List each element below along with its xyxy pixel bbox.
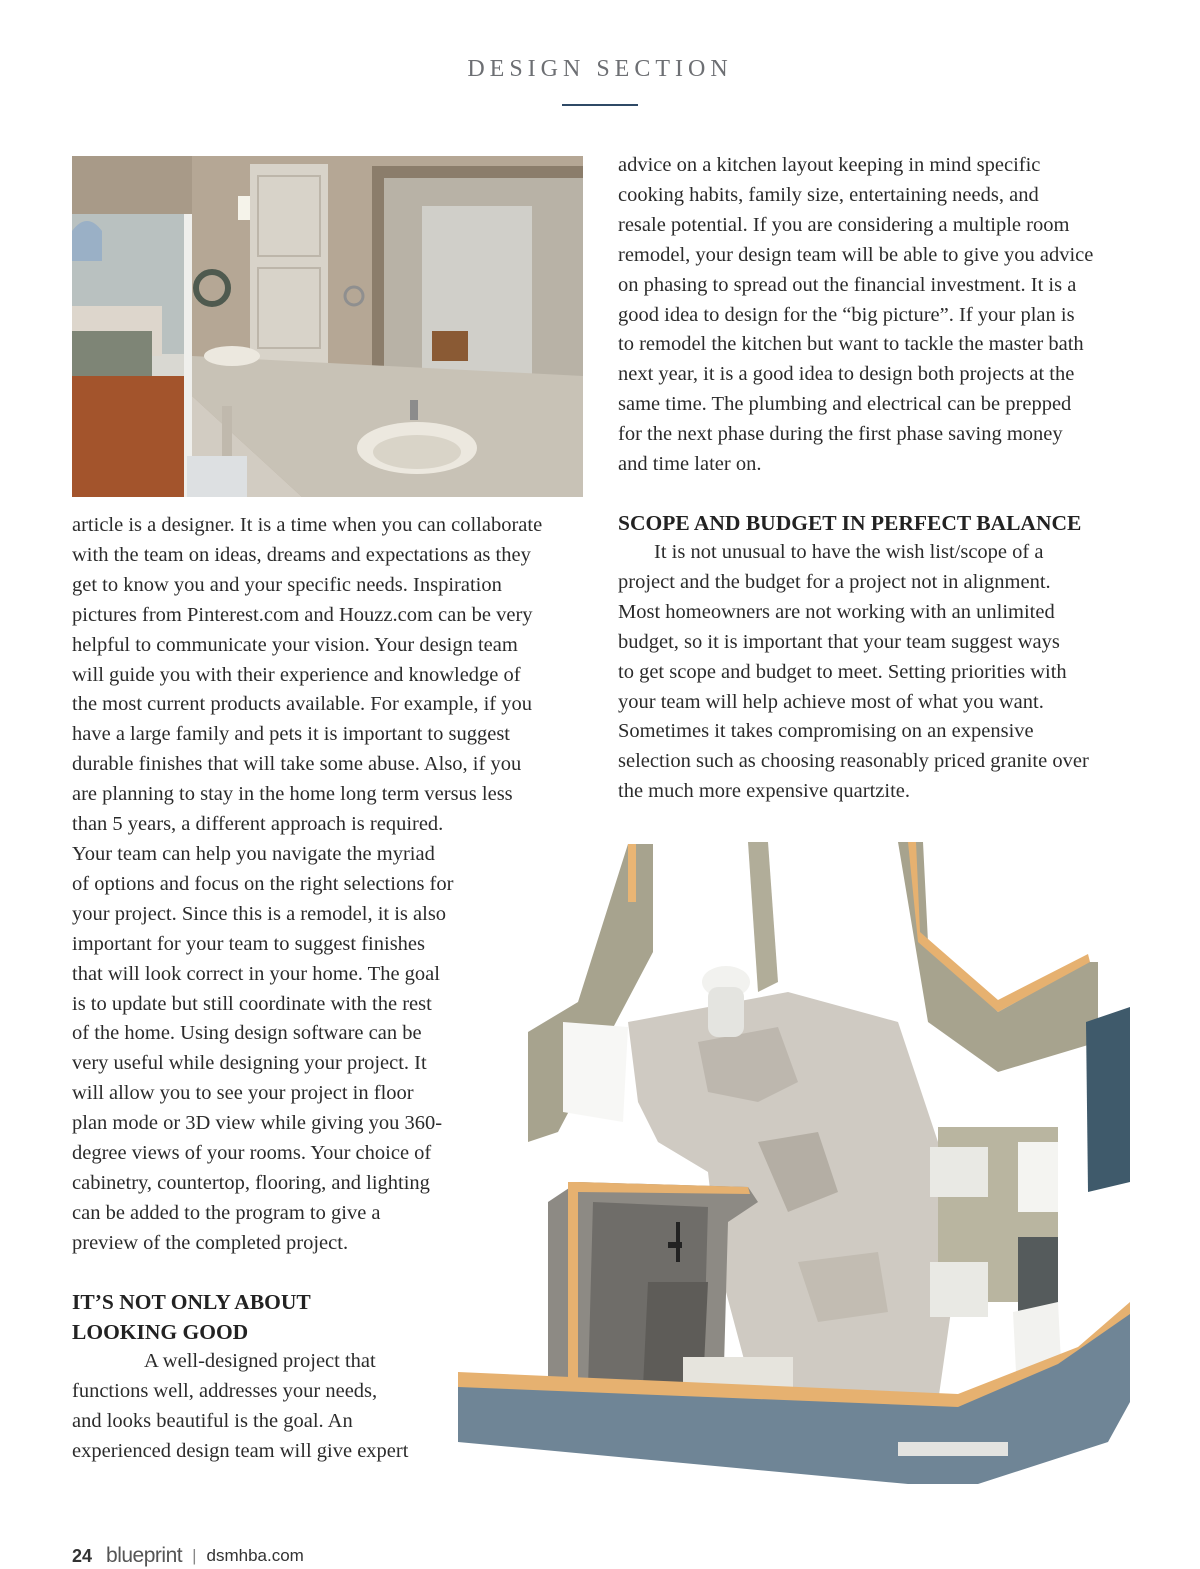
- text-line: preview of the completed project.: [72, 1231, 349, 1254]
- text-line: important for your team to suggest finishes: [72, 932, 425, 955]
- text-line: on phasing to spread out the financial investment. It is a: [618, 273, 1077, 296]
- text-line: to get scope and budget to meet. Setting priorities with: [618, 660, 1067, 683]
- section-heading: SCOPE AND BUDGET IN PERFECT BALANCE: [618, 511, 1082, 535]
- section-title: DESIGN SECTION: [467, 56, 733, 82]
- text-line: Most homeowners are not working with an unlimited: [618, 600, 1055, 623]
- section-looking-good: [72, 1287, 472, 1467]
- blueprint-logo: blueprint: [106, 1544, 183, 1567]
- text-line: cooking habits, family size, entertaining needs, and: [618, 183, 1039, 206]
- text-line: durable finishes that will take some abuse. Also, if you: [72, 753, 522, 776]
- text-line: remodel, your design team will be able to give you advice: [618, 243, 1094, 266]
- text-line: than 5 years, a different approach is required.: [72, 813, 444, 836]
- text-line: next year, it is a good idea to design both projects at the: [618, 363, 1075, 386]
- text-line: resale potential. If you are considering a multiple room: [618, 213, 1070, 236]
- text-line: and looks beautiful is the goal. An: [72, 1409, 353, 1432]
- text-line: cabinetry, countertop, flooring, and lighting: [72, 1171, 430, 1194]
- text-line: A well-designed project that: [144, 1350, 376, 1372]
- page-footer: [72, 1543, 304, 1569]
- page-number: 24: [72, 1545, 93, 1566]
- text-line: and time later on.: [618, 453, 762, 476]
- website-link[interactable]: dsmhba.com: [206, 1546, 304, 1565]
- text-line: get to know you and your specific needs. Inspiration: [72, 573, 502, 596]
- text-line: the much more expensive quartzite.: [618, 780, 911, 803]
- text-line: same time. The plumbing and electrical can be prepped: [618, 393, 1072, 416]
- text-line: have a large family and pets it is important to suggest: [72, 723, 510, 746]
- bathroom-photo: [72, 156, 583, 497]
- text-line: It is not unusual to have the wish list/scope of a: [654, 541, 1044, 563]
- text-line: plan mode or 3D view while giving you 360-: [72, 1112, 443, 1135]
- text-line: Your team can help you navigate the myriad: [72, 843, 435, 865]
- text-line: pictures from Pinterest.com and Houzz.com can be very: [72, 603, 533, 626]
- text-line: selection such as choosing reasonably priced granite over: [618, 750, 1089, 773]
- text-line: Sometimes it takes compromising on an expensive: [618, 720, 1034, 743]
- article-paragraph-collaborate: [72, 511, 592, 840]
- text-line: your project. Since this is a remodel, it is also: [72, 902, 447, 925]
- text-line: your team will help achieve most of what you want.: [618, 690, 1044, 713]
- article-paragraph-big-picture: [618, 151, 1138, 480]
- header-rule: [562, 104, 638, 106]
- text-line: to remodel the kitchen but want to tackle the master bath: [618, 333, 1084, 356]
- text-line: project and the budget for a project not in alignment.: [618, 570, 1051, 593]
- text-line: are planning to stay in the home long term versus less: [72, 783, 513, 806]
- text-line: will guide you with their experience and knowledge of: [72, 663, 521, 686]
- text-line: can be added to the program to give a: [72, 1201, 381, 1224]
- text-line: that will look correct in your home. The goal: [72, 962, 440, 985]
- section-scope-budget: [618, 508, 1138, 807]
- text-line: will allow you to see your project in floor: [72, 1082, 414, 1105]
- text-line: for the next phase during the first phase saving money: [618, 423, 1063, 446]
- text-line: of options and focus on the right selections for: [72, 872, 454, 895]
- text-line: good idea to design for the “big picture”. If your plan is: [618, 303, 1075, 326]
- text-line: helpful to communicate your vision. Your design team: [72, 633, 518, 656]
- text-line: is to update but still coordinate with the rest: [72, 992, 432, 1015]
- text-line: with the team on ideas, dreams and expectations as they: [72, 543, 531, 566]
- section-heading: IT’S NOT ONLY ABOUT LOOKING GOOD: [72, 1290, 311, 1344]
- text-line: experienced design team will give expert: [72, 1439, 409, 1462]
- floor-plan-3d-render: [458, 842, 1130, 1484]
- text-line: budget, so it is important that your team suggest ways: [618, 630, 1060, 653]
- text-line: the most current products available. For example, if you: [72, 693, 532, 716]
- article-paragraph-design-software: [72, 840, 492, 1259]
- text-line: advice on a kitchen layout keeping in mind specific: [618, 154, 1041, 176]
- text-line: article is a designer. It is a time when you can collaborate: [72, 514, 543, 536]
- text-line: degree views of your rooms. Your choice of: [72, 1142, 432, 1165]
- text-line: functions well, addresses your needs,: [72, 1379, 378, 1402]
- footer-separator: |: [192, 1546, 197, 1565]
- text-line: of the home. Using design software can be: [72, 1022, 422, 1045]
- text-line: very useful while designing your project. It: [72, 1052, 427, 1075]
